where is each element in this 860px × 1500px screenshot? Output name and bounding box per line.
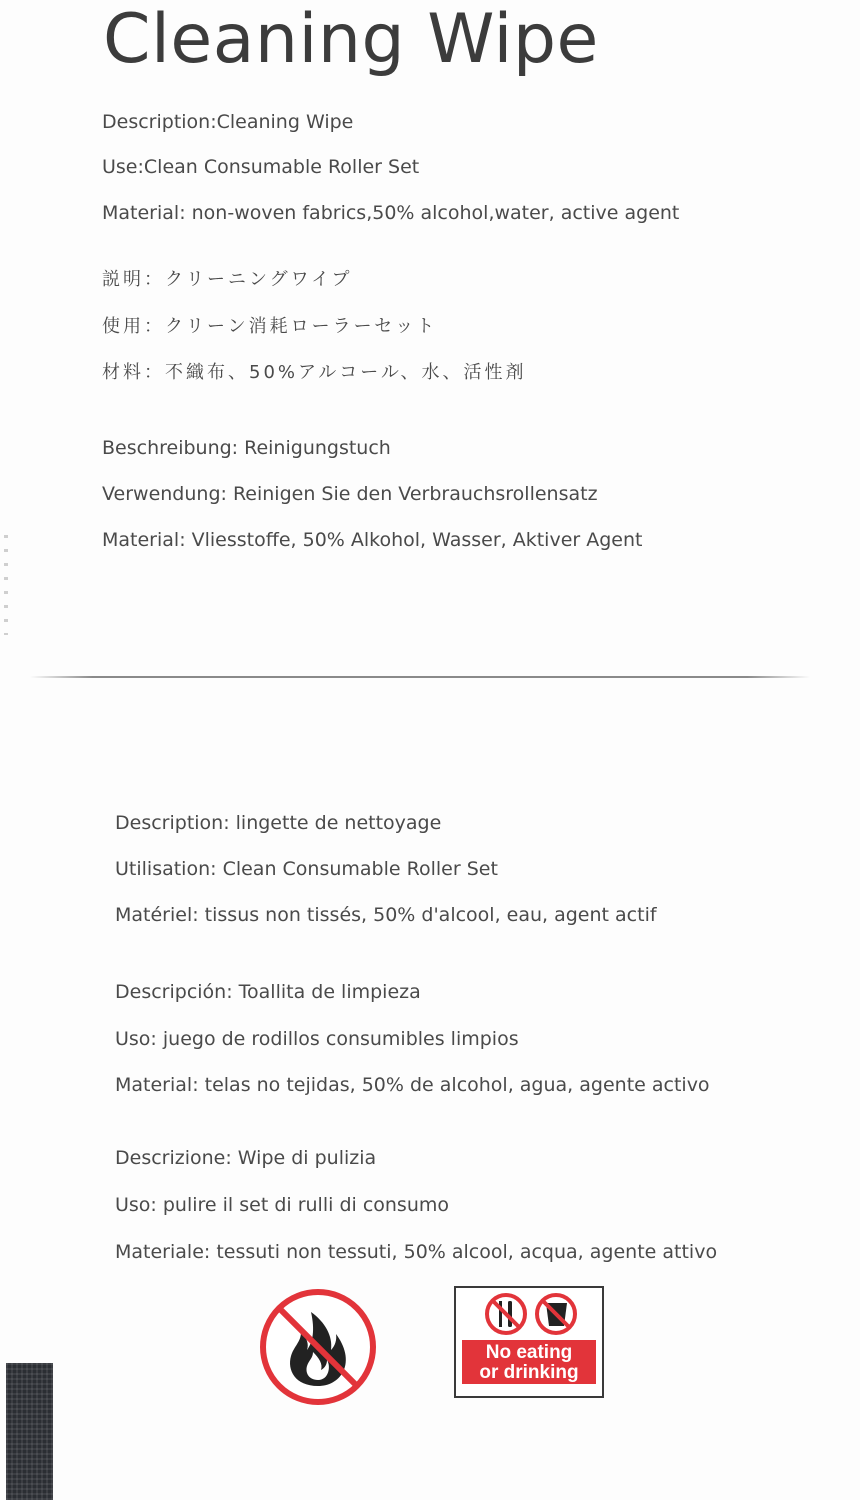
jp-material: 材料：不織布、50%アルコール、水、活性剤 bbox=[102, 362, 527, 383]
no-eating-line2: or drinking bbox=[479, 1362, 579, 1383]
de-description: Beschreibung: Reinigungstuch bbox=[102, 437, 391, 459]
de-material: Material: Vliesstoffe, 50% Alkohol, Wasser, Aktiver Agent bbox=[102, 529, 643, 551]
fr-material: Matériel: tissus non tissés, 50% d'alcool, eau, agent actif bbox=[115, 904, 657, 926]
no-eating-or-drinking-icon bbox=[454, 1286, 604, 1398]
fr-description: Description: lingette de nettoyage bbox=[115, 812, 442, 834]
fr-use: Utilisation: Clean Consumable Roller Set bbox=[115, 858, 498, 880]
no-eating-icon bbox=[487, 1295, 525, 1333]
de-use: Verwendung: Reinigen Sie den Verbrauchsrollensatz bbox=[102, 483, 598, 505]
it-use: Uso: pulire il set di rulli di consumo bbox=[115, 1194, 450, 1216]
no-eating-banner bbox=[462, 1340, 596, 1384]
es-use: Uso: juego de rodillos consumibles limpios bbox=[115, 1028, 519, 1050]
prohibition-icons bbox=[456, 1292, 602, 1336]
it-material: Materiale: tessuti non tessuti, 50% alcool, acqua, agente attivo bbox=[115, 1241, 718, 1263]
edge-marks bbox=[4, 535, 8, 635]
corner-strip bbox=[6, 1363, 53, 1500]
en-description: Description:Cleaning Wipe bbox=[102, 111, 354, 133]
es-description: Descripción: Toallita de limpieza bbox=[115, 981, 421, 1003]
no-eating-line1: No eating bbox=[485, 1342, 573, 1363]
page-title: Cleaning Wipe bbox=[103, 0, 599, 79]
it-description: Descrizione: Wipe di pulizia bbox=[115, 1147, 377, 1169]
en-use: Use:Clean Consumable Roller Set bbox=[102, 156, 420, 178]
jp-use: 使用：クリーン消耗ローラーセット bbox=[102, 316, 438, 337]
no-drinking-icon bbox=[537, 1295, 575, 1333]
jp-description: 説明：クリーニングワイプ bbox=[102, 269, 353, 290]
en-material: Material: non-woven fabrics,50% alcohol,water, active agent bbox=[102, 202, 680, 224]
no-open-flame-icon bbox=[257, 1286, 379, 1408]
es-material: Material: telas no tejidas, 50% de alcohol, agua, agente activo bbox=[115, 1074, 710, 1096]
section-divider bbox=[30, 676, 810, 678]
